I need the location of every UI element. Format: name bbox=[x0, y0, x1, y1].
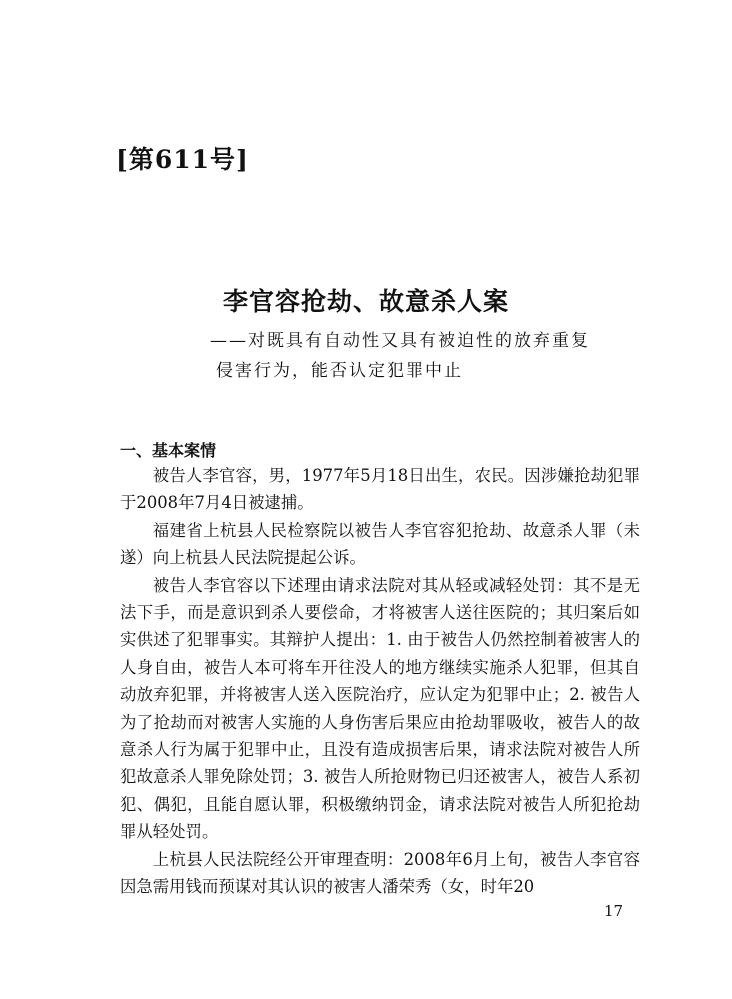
case-subtitle bbox=[210, 326, 590, 386]
case-number: [第611号] bbox=[116, 145, 249, 174]
paragraph: 福建省上杭县人民检察院以被告人李官容犯抢劫、故意杀人罪（未遂）向上杭县人民法院提起公诉。 bbox=[120, 520, 640, 568]
subtitle-line-1: ——对既具有自动性又具有被迫性的放弃重复 bbox=[210, 331, 590, 351]
paragraph: 上杭县人民法院经公开审理查明：2008年6月上旬，被告人李官容因急需用钱而预谋对其认识的被害人潘荣秀（女，时年20 bbox=[120, 849, 640, 897]
paragraph: 被告人李官容，男，1977年5月18日出生，农民。因涉嫌抢劫犯罪于2008年7月4日被逮捕。 bbox=[120, 466, 640, 513]
section-heading: 一、基本案情 bbox=[120, 441, 217, 460]
subtitle-line-2: 侵害行为，能否认定犯罪中止 bbox=[216, 361, 463, 381]
page-number: 17 bbox=[604, 902, 624, 920]
body-text bbox=[120, 462, 640, 901]
case-title: 李官容抢劫、故意杀人案 bbox=[222, 287, 509, 316]
paragraph: 被告人李官容以下述理由请求法院对其从轻或减轻处罚：其不是无法下手，而是意识到杀人要偿命，才将被害人送往医院的；其归案后如实供述了犯罪事实。其辩护人提出：1. 由于被告人仍然控制着被害人的人身自由，被告人本可将车开往没人的地方继续实施杀人犯罪，但其自动放弃犯罪，并将被害人送入医院治疗，应认定为犯罪中止；2. 被告人为了抢劫而对被害人实施的人身伤害后果应由抢劫罪吸收，被告人的故意杀人行为属于犯罪中止，且没有造成损害后果，请求法院对被告人所犯故意杀人罪免除处罚；3. 被告人所抢财物已归还被害人，被告人系初犯、偶犯，且能自愿认罪，积极缴纳罚金，请求法院对被告人所犯抢劫罪从轻处罚。 bbox=[120, 575, 640, 842]
